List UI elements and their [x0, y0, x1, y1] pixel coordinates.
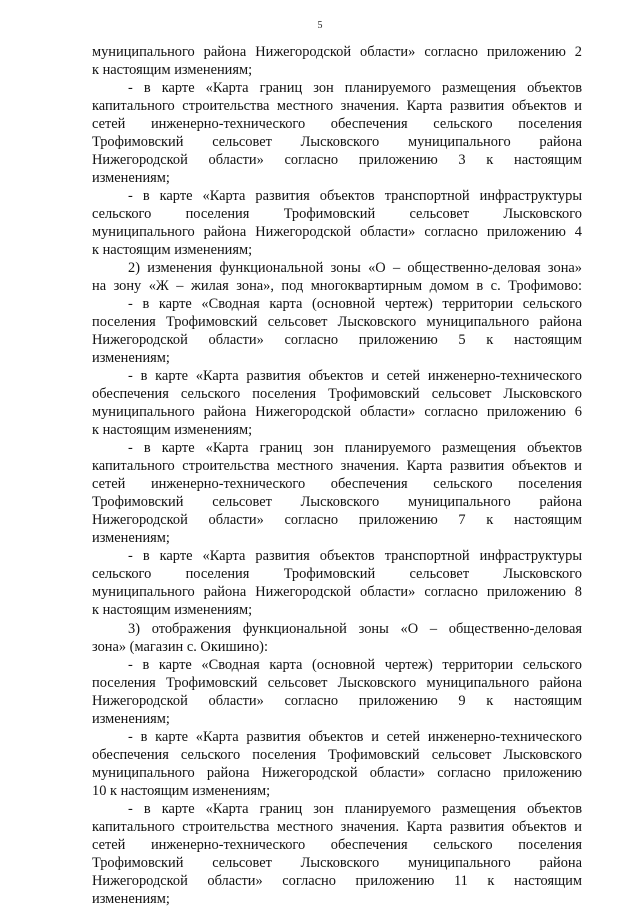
text-line: - в карте «Карта развития объектов и сетей инженерно-технического: [128, 728, 582, 745]
text-line: Нижегородской области» согласно приложению 7 к настоящим: [92, 512, 582, 529]
text-line: - в карте «Карта развития объектов транспортной инфраструктуры: [128, 188, 582, 205]
text-line: Нижегородской области» согласно приложению 9 к настоящим: [92, 692, 582, 709]
text-line: к настоящим изменениям;: [92, 422, 253, 439]
text-line: поселения Трофимовский сельсовет Лысковского муниципального района: [92, 314, 582, 331]
text-line: капитального строительства местного значения. Карта развития объектов и: [92, 98, 582, 115]
text-line: капитального строительства местного значения. Карта развития объектов и: [92, 818, 582, 835]
text-line: 10 к настоящим изменениям;: [92, 782, 271, 799]
text-line: - в карте «Карта границ зон планируемого размещения объектов: [128, 80, 582, 97]
text-line: сетей инженерно-технического обеспечения сельского поселения: [92, 116, 582, 133]
text-line: муниципального района Нижегородской области» согласно приложению: [92, 764, 582, 781]
text-line: сетей инженерно-технического обеспечения сельского поселения: [92, 836, 582, 853]
text-line: поселения Трофимовский сельсовет Лысковского муниципального района: [92, 674, 582, 691]
text-line: к настоящим изменениям;: [92, 62, 253, 79]
text-line: изменениям;: [92, 530, 170, 547]
text-line: - в карте «Карта развития объектов и сетей инженерно-технического: [128, 368, 582, 385]
text-line: 2) изменения функциональной зоны «О – общественно-деловая зона»: [128, 260, 582, 277]
text-line: - в карте «Карта границ зон планируемого размещения объектов: [128, 440, 582, 457]
text-line: изменениям;: [92, 170, 170, 187]
text-line: - в карте «Сводная карта (основной чертеж) территории сельского: [128, 656, 582, 673]
text-line: муниципального района Нижегородской области» согласно приложению 8: [92, 584, 582, 601]
text-line: 3) отображения функциональной зоны «О – общественно-деловая: [128, 620, 582, 637]
text-line: Нижегородской области» согласно приложению 5 к настоящим: [92, 332, 582, 349]
text-line: Нижегородской области» согласно приложению 11 к настоящим: [92, 872, 582, 889]
document-body: [92, 43, 582, 908]
text-line: Трофимовский сельсовет Лысковского муниципального района: [92, 134, 582, 151]
text-line: обеспечения сельского поселения Трофимовский сельсовет Лысковского: [92, 386, 582, 403]
text-line: Нижегородской области» согласно приложению 3 к настоящим: [92, 152, 582, 169]
text-line: сетей инженерно-технического обеспечения сельского поселения: [92, 476, 582, 493]
text-line: изменениям;: [92, 890, 170, 907]
text-line: муниципального района Нижегородской области» согласно приложению 2: [92, 44, 582, 60]
text-line: зона» (магазин с. Окишино):: [92, 638, 268, 655]
text-line: изменениям;: [92, 350, 170, 367]
text-line: капитального строительства местного значения. Карта развития объектов и: [92, 458, 582, 475]
text-line: муниципального района Нижегородской области» согласно приложению 4: [92, 224, 582, 241]
text-line: сельского поселения Трофимовский сельсовет Лысковского: [92, 206, 582, 223]
text-line: к настоящим изменениям;: [92, 602, 253, 619]
text-line: Трофимовский сельсовет Лысковского муниципального района: [92, 854, 582, 871]
text-line: обеспечения сельского поселения Трофимовский сельсовет Лысковского: [92, 746, 582, 763]
text-line: сельского поселения Трофимовский сельсовет Лысковского: [92, 566, 582, 583]
text-line: на зону «Ж – жилая зона», под многоквартирным домом в с. Трофимово:: [92, 278, 582, 295]
text-line: к настоящим изменениям;: [92, 242, 253, 259]
text-line: - в карте «Сводная карта (основной чертеж) территории сельского: [128, 296, 582, 313]
text-line: изменениям;: [92, 710, 170, 727]
text-line: - в карте «Карта границ зон планируемого размещения объектов: [128, 800, 582, 817]
text-line: муниципального района Нижегородской области» согласно приложению 6: [92, 404, 582, 421]
text-line: - в карте «Карта развития объектов транспортной инфраструктуры: [128, 548, 582, 565]
text-line: Трофимовский сельсовет Лысковского муниципального района: [92, 494, 582, 511]
page-number: 5: [317, 20, 323, 31]
